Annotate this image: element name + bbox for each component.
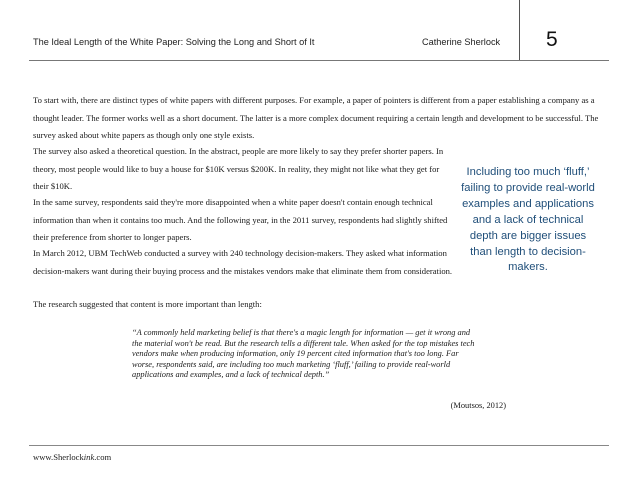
pull-quote: Including too much ‘fluff,’ failing to provide real-world examples and applications and a lack of technical depth are bigger issues than length to decision-makers. (461, 166, 595, 274)
header-title: The Ideal Length of the White Paper: Solving the Long and Short of It (33, 37, 315, 47)
footer-website-link[interactable] (33, 452, 111, 462)
paragraph-ubm-techweb-survey: In March 2012, UBM TechWeb conducted a survey with 240 technology decision-makers. They asked what information decision-makers want during their buying process and the mistakes vendors make that eliminate them from consideration. (33, 248, 453, 276)
paragraph-research-suggested: The research suggested that content is more important than length: (33, 299, 262, 309)
paragraph-types-of-white-papers: To start with, there are distinct types of white papers with different purposes. For example, a paper of pointers is different from a paper establishing a company as a thought leader. The former works well as a short document. The latter is a more complex document requiring a certain length and development to be successful. The survey asked about white papers as though only one style exists. (33, 95, 599, 141)
header-rule (29, 60, 609, 61)
footer-url-suffix: .com (94, 452, 112, 462)
footer-url-prefix: www.Sherlock (33, 452, 84, 462)
header-divider (519, 0, 520, 60)
header-author: Catherine Sherlock (422, 37, 501, 47)
footer-url-ink: ink (83, 452, 95, 462)
paragraph-same-survey: In the same survey, respondents said they're more disappointed when a white paper doesn't contain enough technical information than when it contains too much. And the following year, in the 2011 survey, respondents had slightly shifted their preference from shorter to longer papers. (33, 197, 448, 243)
quote-citation: (Moutsos, 2012) (450, 401, 506, 410)
paragraph-theoretical-question: The survey also asked a theoretical question. In the abstract, people are more likely to say they prefer shorter papers. In theory, most people would like to buy a house for $10K versus $200K. In reality, they might not like what they get for their $10K. (33, 146, 444, 192)
page-number: 5 (546, 28, 558, 51)
block-quote: “A commonly held marketing belief is that there's a magic length for information — get it wrong and the material won't be read. But the research tells a different tale. When asked for the top mistakes tech vendors make when producing information, only 19 percent cited information that's too long. Far worse, respondents said, are including too much marketing ‘fluff,’ failing to provide real-world applications and examples, and a lack of technical depth.” (132, 328, 475, 380)
footer-rule (29, 445, 609, 446)
